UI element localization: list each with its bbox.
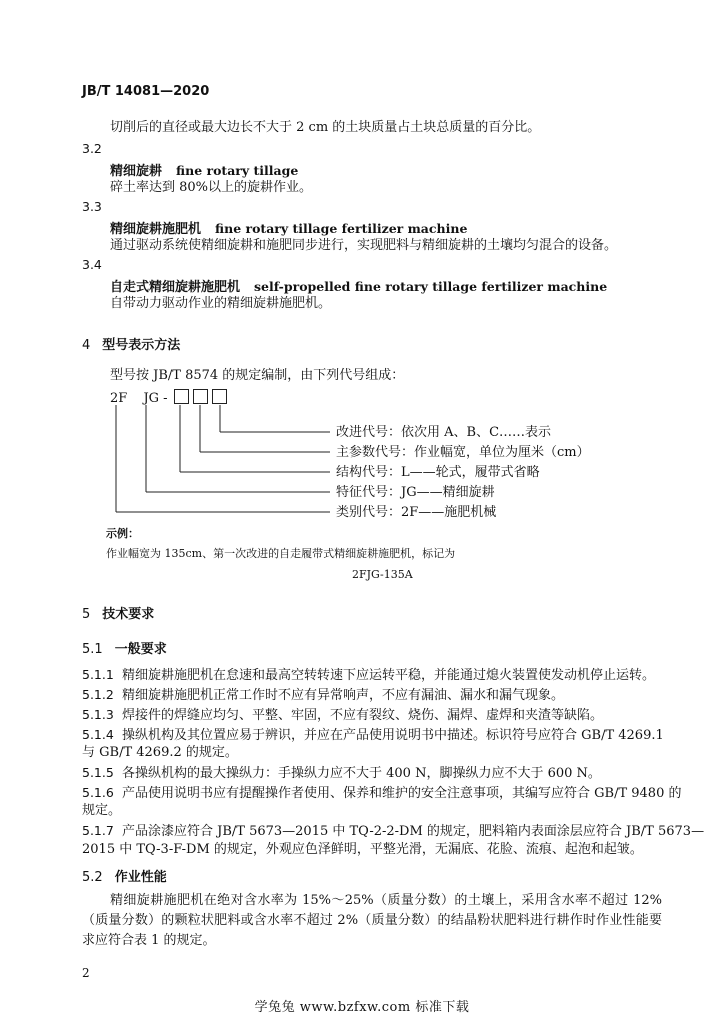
code-mid: JG -: [143, 391, 168, 406]
subsection-title: 一般要求: [114, 642, 167, 657]
subsection-title: 作业性能: [114, 870, 167, 885]
item-number: 5.1.4: [82, 727, 114, 742]
section-title: 技术要求: [102, 607, 155, 622]
item-text: 产品涂漆应符合 JB/T 5673—2015 中 TQ-2-2-DM 的规定，肥料箱内表面涂层应符合 JB/T 5673—: [122, 824, 705, 839]
term-en: fine rotary tillage: [176, 163, 299, 178]
item-5-1-7: [82, 823, 704, 840]
item-5-1-3: [82, 707, 603, 724]
item-5-1-2: [82, 687, 564, 704]
item-5-1-6: [82, 785, 681, 802]
subsection-number: 5.2: [82, 870, 103, 885]
term-zh: 精细旋耕施肥机: [110, 222, 202, 237]
clause-3-3-definition: 通过驱动系统使精细旋耕和施肥同步进行，实现肥料与精细旋耕的土壤均匀混合的设备。: [110, 238, 618, 253]
item-text: 精细旋耕施肥机在怠速和最高空转转速下应运转平稳，并能通过熄火装置使发动机停止运转。: [122, 668, 656, 683]
code-label-structure: 结构代号：L——轮式，履带式省略: [336, 465, 540, 480]
subsection-number: 5.1: [82, 642, 103, 657]
item-text: 焊接件的焊缝应均匀、平整、牢固，不应有裂纹、烧伤、漏焊、虚焊和夹渣等缺陷。: [122, 708, 604, 723]
subsection-5-2-heading: [82, 866, 167, 885]
subsection-5-1-heading: [82, 638, 167, 657]
term-zh: 自走式精细旋耕施肥机: [110, 280, 241, 295]
model-intro: 型号按 JB/T 8574 的规定编制，由下列代号组成：: [110, 368, 405, 383]
section-5-heading: [82, 603, 154, 622]
performance-paragraph: 精细旋耕施肥机在绝对含水率为 15%～25%（质量分数）的土壤上，采用含水率不超过 12%（质量分数）的颗粒状肥料或含水率不超过 2%（质量分数）的结晶粉状肥料进行耕作时作业性能要求应符合表 1 的规定。: [82, 893, 662, 948]
footer-watermark: 学兔兔 www.bzfxw.com 标准下载: [254, 1000, 470, 1015]
section-number: 5: [82, 607, 91, 622]
clause-3-2-definition: 碎土率达到 80%以上的旋耕作业。: [110, 180, 313, 195]
item-number: 5.1.5: [82, 765, 114, 780]
code-label-feature: 特征代号：JG——精细旋耕: [336, 485, 495, 500]
item-number: 5.1.1: [82, 667, 114, 682]
term-en: self-propelled fine rotary tillage fertilizer machine: [254, 279, 608, 294]
code-label-category: 类别代号：2F——施肥机械: [336, 505, 497, 520]
item-text: 操纵机构及其位置应易于辨识，并应在产品使用说明书中描述。标识符号应符合 GB/T 4269.1: [122, 728, 664, 743]
item-5-1-4-cont: 与 GB/T 4269.2 的规定。: [82, 745, 238, 760]
item-5-1-1: [82, 667, 655, 684]
section-title: 型号表示方法: [102, 338, 181, 353]
code-prefix: 2F: [110, 391, 128, 406]
standard-number: JB/T 14081—2020: [82, 84, 210, 99]
example-code: 2FJG-135A: [352, 568, 413, 581]
item-5-1-7-cont: 2015 中 TQ-3-F-DM 的规定，外观应色泽鲜明，平整光滑，无漏底、花脸、流痕、起泡和起皱。: [82, 842, 643, 857]
clause-3-4-definition: 自带动力驱动作业的精细旋耕施肥机。: [110, 296, 332, 311]
clause-3-2-number: 3.2: [82, 141, 102, 156]
item-number: 5.1.3: [82, 707, 114, 722]
example-label: 示例：: [106, 527, 139, 540]
term-zh: 精细旋耕: [110, 164, 163, 179]
clause-3-3-number: 3.3: [82, 199, 102, 214]
item-5-1-4: [82, 727, 664, 744]
example-text: 作业幅宽为 135cm、第一次改进的自走履带式精细旋耕施肥机，标记为: [106, 547, 456, 560]
clause-3-1-continuation: 切削后的直径或最大边长不大于 2 cm 的土块质量占土块总质量的百分比。: [110, 120, 541, 135]
item-number: 5.1.7: [82, 823, 114, 838]
item-number: 5.1.6: [82, 785, 114, 800]
item-text: 产品使用说明书应有提醒操作者使用、保养和维护的安全注意事项，其编写应符合 GB/T 9480 的: [122, 786, 682, 801]
item-text: 精细旋耕施肥机正常工作时不应有异常响声，不应有漏油、漏水和漏气现象。: [122, 688, 565, 703]
section-number: 4: [82, 338, 91, 353]
code-label-main-param: 主参数代号：作业幅宽，单位为厘米（cm）: [336, 445, 590, 460]
code-label-improvement: 改进代号：依次用 A、B、C……表示: [336, 425, 552, 440]
item-5-1-5: [82, 765, 601, 782]
item-number: 5.1.2: [82, 687, 114, 702]
item-text: 各操纵机构的最大操纵力：手操纵力应不大于 400 N，脚操纵力应不大于 600 N。: [122, 766, 601, 781]
term-en: fine rotary tillage fertilizer machine: [215, 221, 468, 236]
clause-3-4-number: 3.4: [82, 257, 102, 272]
page-number: 2: [82, 966, 90, 980]
item-5-1-6-cont: 规定。: [82, 803, 122, 818]
